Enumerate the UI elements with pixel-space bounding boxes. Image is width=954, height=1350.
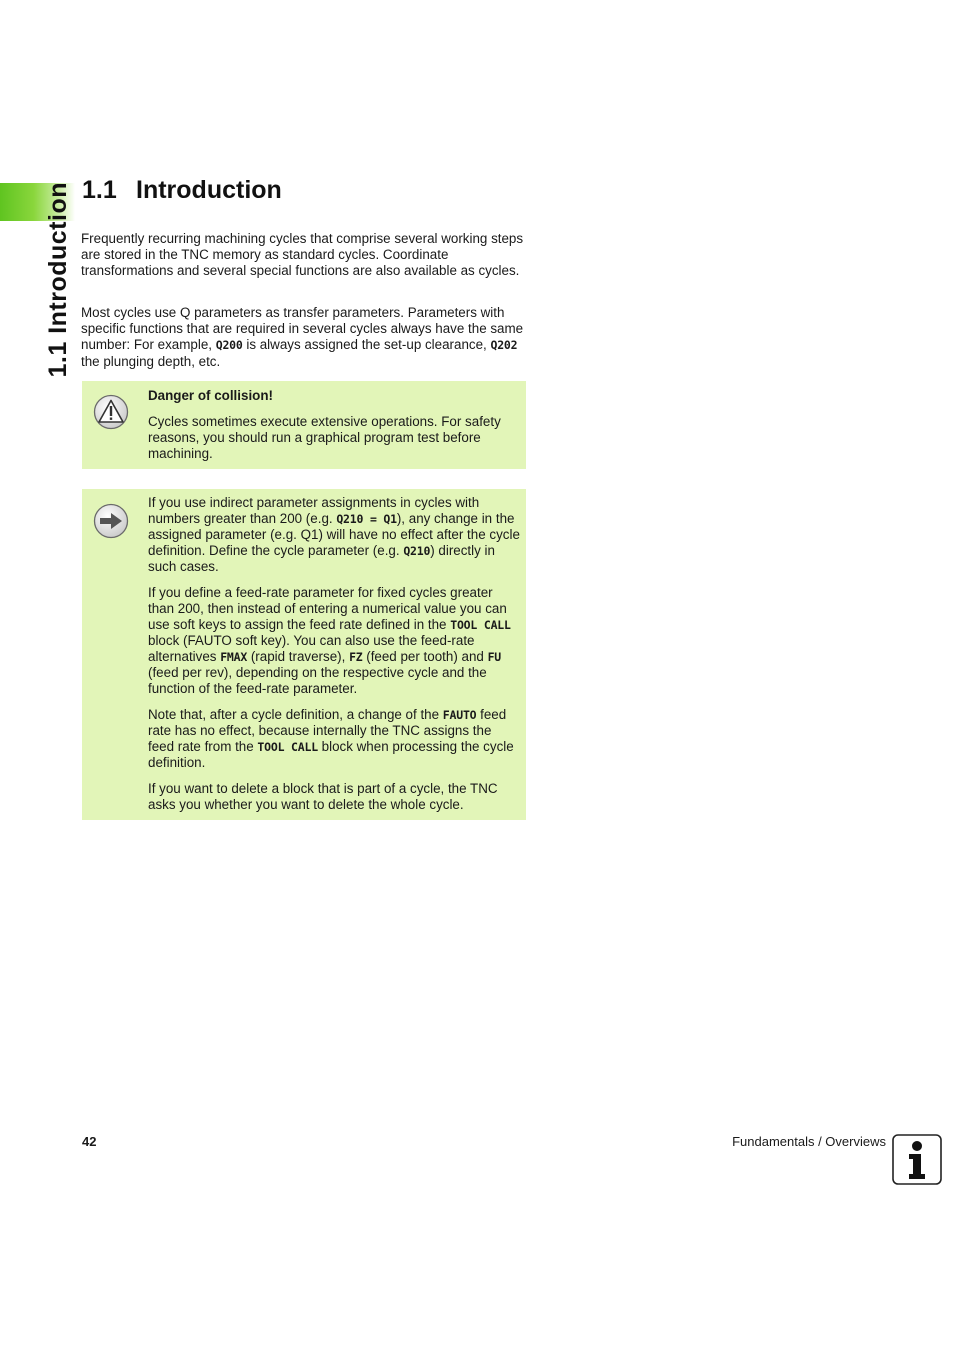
section-title: Introduction <box>136 176 282 204</box>
intro-paragraph-2: Most cycles use Q parameters as transfer parameters. Parameters with specific functions that are required in several cycles always have the same number: For example, Q200 is always assigned the set-up clearance, Q202 the plunging depth, etc. <box>81 305 524 369</box>
code-tool-call-2: TOOL CALL <box>257 740 318 754</box>
warning-triangle-icon <box>93 394 129 430</box>
note-fauto: Note that, after a cycle definition, a change of the FAUTO feed rate has no effect, because internally the TNC assigns the feed rate from the TOOL CALL block when processing the cycle definition. <box>148 707 514 770</box>
param-q202: Q202 <box>490 338 518 353</box>
note-delete-block: If you want to delete a block that is part of a cycle, the TNC asks you whether you want to delete the whole cycle. <box>148 781 498 812</box>
info-icon <box>892 1134 942 1185</box>
note-feed-rate-parameter: If you define a feed-rate parameter for fixed cycles greater than 200, then instead of entering a numerical value you can use soft keys to assign the feed rate defined in the TOOL CALL block (FAUTO soft key). You can also use the feed-rate alternatives FMAX (rapid traverse), FZ (feed per tooth) and FU (feed per rev), depending on the respective cycle and the function of the feed-rate parameter. <box>148 585 511 696</box>
footer-chapter-title: Fundamentals / Overviews <box>732 1134 886 1149</box>
param-q210: Q210 <box>403 544 431 558</box>
param-q210-q1: Q210 = Q1 <box>336 512 397 526</box>
note-indirect-parameters: If you use indirect parameter assignments in cycles with numbers greater than 200 (e.g. Q210 = Q1), any change in the assigned parameter (e.g. Q1) will have no effect after the cycle definition. Define the cycle parameter (e.g. Q210) directly in such cases. <box>148 495 520 574</box>
warning-body: Cycles sometimes execute extensive operations. For safety reasons, you should run a graphical program test before machining. <box>148 414 501 461</box>
chapter-side-title: 1.1 Introduction <box>44 182 72 378</box>
code-fz: FZ <box>349 650 363 664</box>
arrow-right-icon <box>93 503 129 539</box>
section-number: 1.1 <box>82 176 117 204</box>
param-q200: Q200 <box>215 338 243 353</box>
code-fu: FU <box>487 650 502 664</box>
intro-paragraph-1: Frequently recurring machining cycles that comprise several working steps are stored in the TNC memory as standard cycles. Coordinate transformations and several special functions are also available as cycles. <box>81 231 524 279</box>
notes-box <box>82 489 526 820</box>
section-heading <box>82 176 282 205</box>
page-number: 42 <box>82 1134 97 1149</box>
code-fauto: FAUTO <box>442 708 477 722</box>
code-fmax: FMAX <box>220 650 248 664</box>
warning-box <box>82 381 526 469</box>
warning-title: Danger of collision! <box>148 388 273 403</box>
code-tool-call: TOOL CALL <box>450 618 511 632</box>
